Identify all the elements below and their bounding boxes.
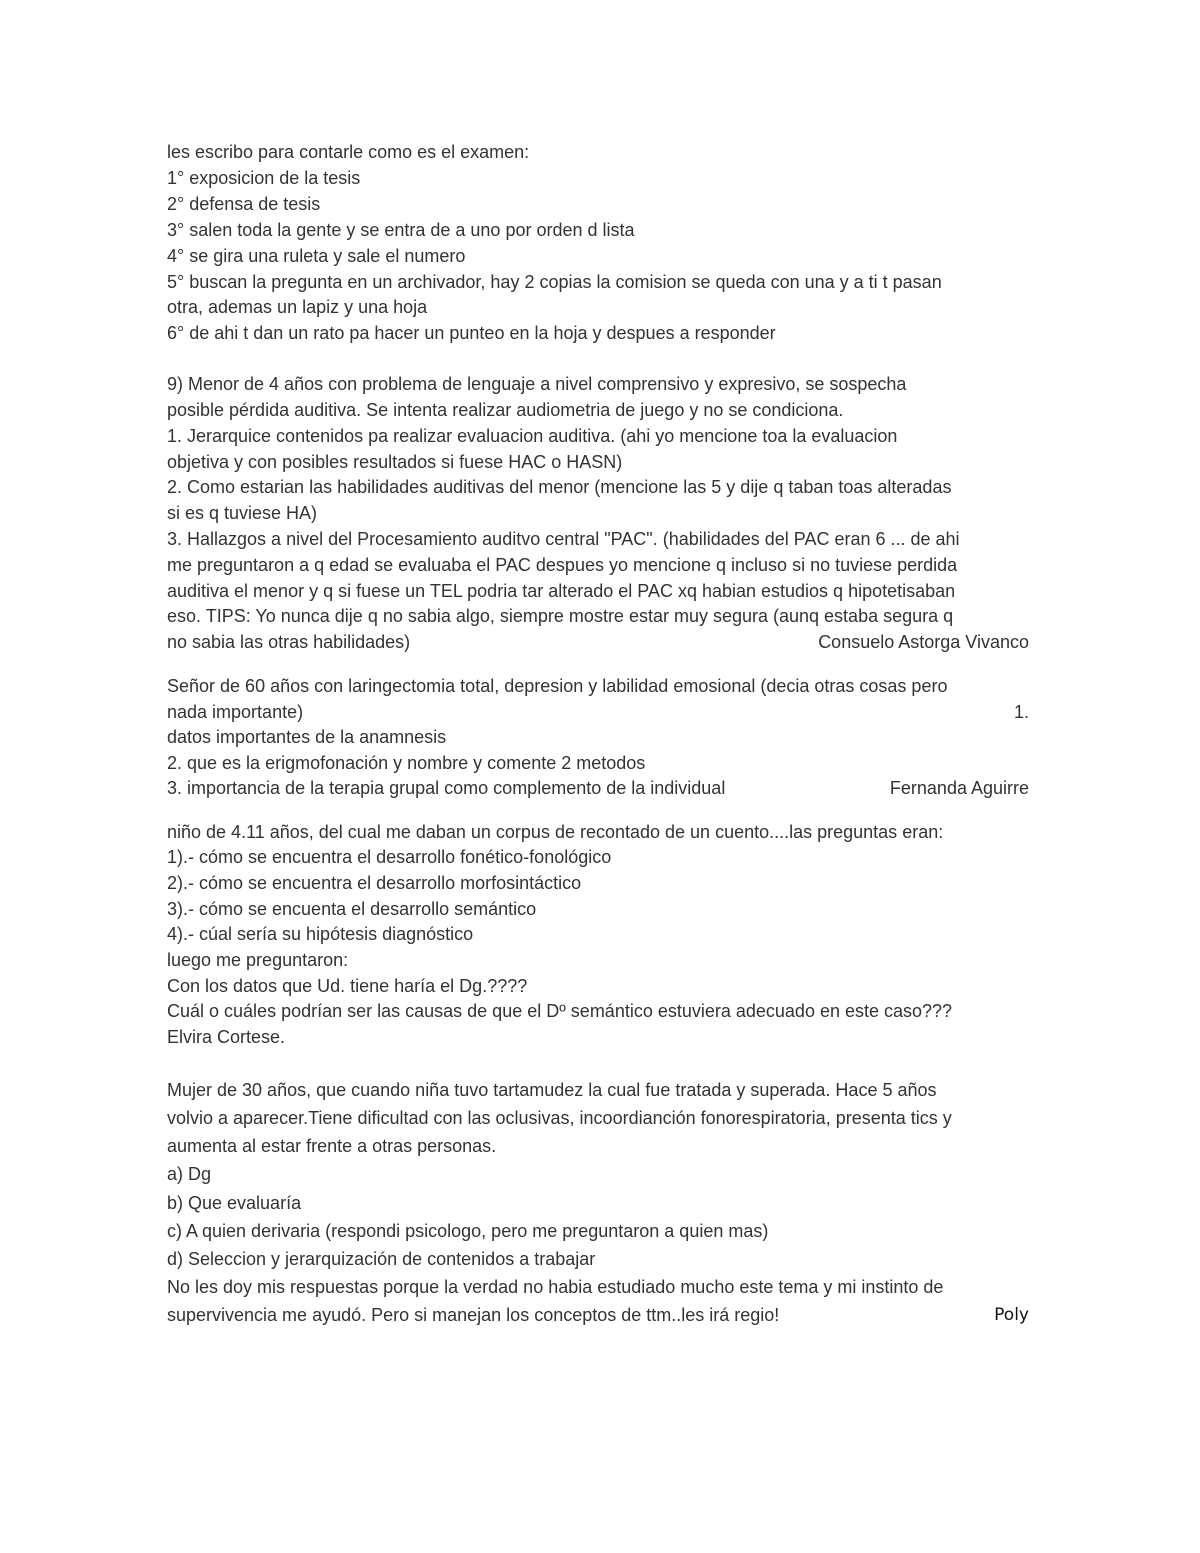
intro-line: 4° se gira una ruleta y sale el numero [167, 245, 466, 266]
case-4-section [167, 1076, 1029, 1330]
intro-line: les escribo para contarle como es el examen: [167, 142, 530, 162]
case-3-line: 2).- cómo se encuentra el desarrollo morfosintáctico [167, 872, 582, 893]
case-1-line: objetiva y con posibles resultados si fuese HAC o HASN) [167, 451, 623, 472]
document-body [167, 140, 1029, 1330]
case-4-line: b) Que evaluaría [167, 1192, 302, 1213]
case-1-line: eso. TIPS: Yo nunca dije q no sabia algo, siempre mostre estar muy segura (aunq estaba segura q [167, 606, 954, 627]
case-3-line: Cuál o cuáles podrían ser las causas de que el Dº semántico estuviera adecuado en este caso??? [167, 1001, 953, 1022]
case-4-signature: Poly [994, 1305, 1029, 1326]
case-2-text: nada importante) [167, 701, 304, 722]
case-1-signature: Consuelo Astorga Vivanco [818, 632, 1029, 653]
case-1-line: 3. Hallazgos a nivel del Procesamiento auditvo central "PAC". (habilidades del PAC eran 6 ... de ahi [167, 529, 960, 550]
case-1-line: 1. Jerarquice contenidos pa realizar evaluacion auditiva. (ahi yo mencione toa la evaluacion [167, 425, 898, 446]
intro-line: 3° salen toda la gente y se entra de a uno por orden d lista [167, 219, 635, 240]
case-2-line: datos importantes de la anamnesis [167, 727, 447, 748]
case-4-line: c) A quien derivaria (respondi psicologo, pero me preguntaron a quien mas) [167, 1220, 769, 1241]
intro-line: 5° buscan la pregunta en un archivador, hay 2 copias la comision se queda con una y a ti t pasan [167, 271, 942, 292]
case-1-line: 2. Como estarian las habilidades auditivas del menor (mencione las 5 y dije q taban toas alteradas [167, 477, 952, 498]
case-1-line: 9) Menor de 4 años con problema de lenguaje a nivel comprensivo y expresivo, se sospecha [167, 374, 907, 395]
case-4-line: a) Dg [167, 1164, 212, 1185]
case-4-last-line [167, 1301, 1029, 1329]
case-2-signature: Fernanda Aguirre [889, 778, 1029, 799]
case-2-line [167, 700, 1029, 726]
case-2-last-line [167, 776, 1029, 802]
case-3-signature: Elvira Cortese. [167, 1027, 286, 1048]
case-1-line: me preguntaron a q edad se evaluaba el PAC despues yo mencione q incluso si no tuviese perdida [167, 554, 958, 575]
case-3-line: niño de 4.11 años, del cual me daban un corpus de recontado de un cuento....las preguntas eran: [167, 821, 944, 842]
case-2-line: Señor de 60 años con laringectomia total, depresion y labilidad emosional (decia otras cosas pero [167, 676, 948, 697]
intro-line: 2° defensa de tesis [167, 193, 321, 214]
case-2-item-number: 1. [1013, 701, 1029, 722]
case-4-line: volvio a aparecer.Tiene dificultad con las oclusivas, incoordianción fonorespiratoria, presenta tics y [167, 1108, 952, 1129]
case-1-section [167, 372, 1029, 656]
case-2-line: 2. que es la erigmofonación y nombre y comente 2 metodos [167, 752, 646, 773]
intro-line: 6° de ahi t dan un rato pa hacer un punteo en la hoja y despues a responder [167, 323, 776, 344]
case-4-line: d) Seleccion y jerarquización de contenidos a trabajar [167, 1249, 596, 1270]
case-3-line: luego me preguntaron: [167, 950, 349, 971]
case-3-section [167, 820, 1029, 1051]
case-4-last-text: supervivencia me ayudó. Pero si manejan los conceptos de ttm..les irá regio! [167, 1305, 780, 1326]
case-3-line: Con los datos que Ud. tiene haría el Dg.???? [167, 975, 528, 996]
intro-line: 1° exposicion de la tesis [167, 167, 361, 188]
case-4-line: No les doy mis respuestas porque la verdad no habia estudiado mucho este tema y mi instinto de [167, 1277, 944, 1298]
case-2-last-text: 3. importancia de la terapia grupal como complemento de la individual [167, 778, 726, 799]
case-1-last-text: no sabia las otras habilidades) [167, 632, 411, 653]
case-1-last-line [167, 630, 1029, 656]
case-1-line: auditiva el menor y q si fuese un TEL podria tar alterado el PAC xq habian estudios q hipotetisaban [167, 580, 956, 601]
case-1-line: si es q tuviese HA) [167, 503, 318, 524]
case-3-line: 3).- cómo se encuenta el desarrollo semántico [167, 898, 537, 919]
case-2-section [167, 674, 1029, 802]
case-1-line: posible pérdida auditiva. Se intenta realizar audiometria de juego y no se condiciona. [167, 400, 844, 421]
case-4-line: Mujer de 30 años, que cuando niña tuvo tartamudez la cual fue tratada y superada. Hace 5 años [167, 1079, 937, 1100]
case-4-line: aumenta al estar frente a otras personas. [167, 1136, 497, 1157]
case-3-line: 1).- cómo se encuentra el desarrollo fonético-fonológico [167, 847, 612, 868]
intro-line: otra, ademas un lapiz y una hoja [167, 297, 428, 318]
intro-section [167, 140, 1029, 347]
case-3-line: 4).- cúal sería su hipótesis diagnóstico [167, 924, 474, 945]
